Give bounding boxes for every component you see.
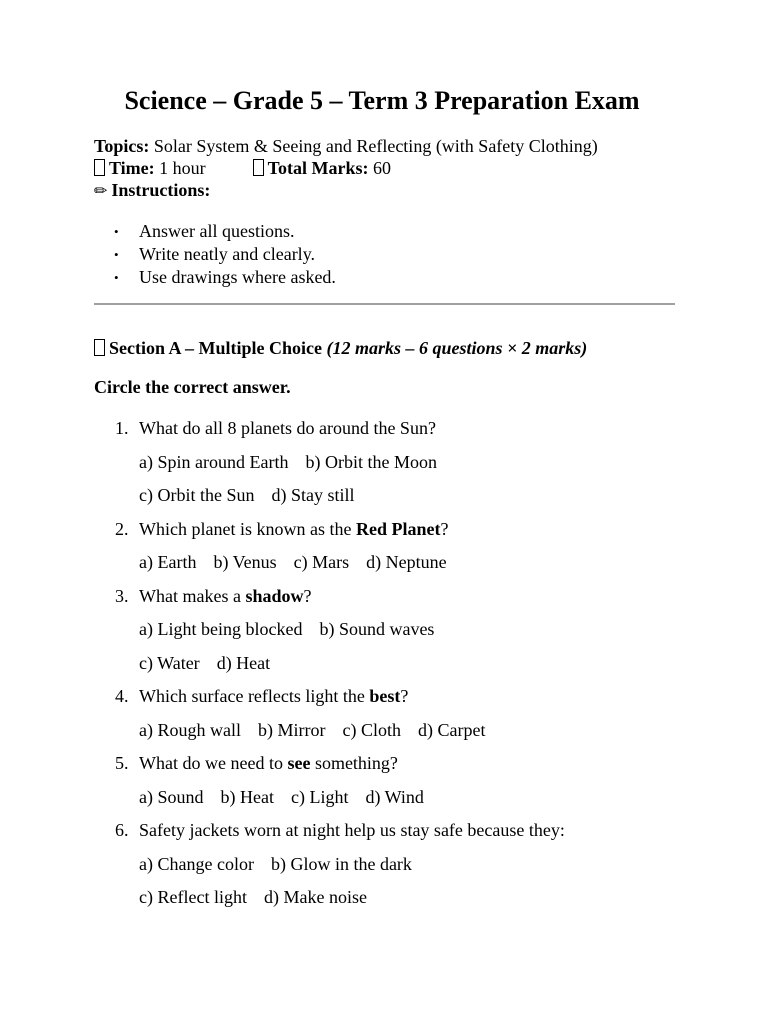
question-keyword: shadow [245, 585, 304, 606]
question-text: What do we need to [139, 753, 288, 773]
answer-option[interactable]: b) Glow in the dark [270, 853, 412, 874]
instructions-list [94, 220, 336, 289]
question-keyword: best [369, 686, 401, 706]
question-6 [94, 820, 565, 841]
time-value: 1 hour [159, 158, 206, 178]
question-text: Which surface reflects light the [139, 686, 370, 706]
instructions-label: Instructions: [111, 180, 211, 200]
section-a-title: Section A – Multiple Choice [109, 338, 322, 358]
question-1 [94, 418, 436, 439]
topics-line [94, 136, 598, 157]
answer-option[interactable]: d) Carpet [417, 719, 486, 740]
question-number: 4. [115, 686, 129, 706]
answer-option[interactable]: a) Sound [139, 786, 204, 807]
time-label: Time: [109, 158, 155, 178]
question-3 [94, 586, 311, 607]
answer-option[interactable]: c) Reflect light [139, 887, 247, 907]
question-text: Safety jackets worn at night help us stay safe because they: [139, 820, 565, 840]
answer-options-row [139, 452, 437, 473]
answer-option[interactable]: b) Heat [220, 786, 274, 807]
question-number: 1. [115, 418, 129, 438]
question-2 [94, 519, 448, 540]
answer-option[interactable]: a) Change color [139, 853, 254, 874]
question-number: 5. [115, 753, 129, 773]
answer-option[interactable]: b) Sound waves [319, 619, 435, 639]
answer-option[interactable]: a) Spin around Earth [139, 451, 289, 472]
question-text: What makes a [139, 585, 246, 606]
question-text: Which planet is known as the [139, 518, 356, 539]
total-marks-value: 60 [373, 158, 392, 178]
question-number: 2. [115, 518, 129, 539]
list-item: • Answer all questions. [94, 220, 336, 243]
answer-options-row [139, 485, 355, 506]
time-marks-line [94, 158, 391, 179]
question-4 [94, 686, 408, 707]
section-a-marks: (12 marks – 6 questions × 2 marks) [326, 338, 588, 358]
answer-option[interactable]: d) Neptune [366, 552, 447, 572]
topics-label: Topics: [94, 136, 150, 156]
answer-option[interactable]: a) Earth [139, 552, 197, 572]
answer-option[interactable]: c) Cloth [342, 719, 401, 740]
question-text-end: ? [400, 686, 409, 706]
answer-option[interactable]: a) Rough wall [139, 719, 241, 740]
answer-option[interactable]: c) Light [290, 786, 349, 807]
answer-options-row [139, 887, 367, 908]
topics-value: Solar System & Seeing and Reflecting (with Safety Clothing) [153, 136, 598, 156]
question-keyword: Red Planet [355, 518, 441, 539]
answer-option[interactable]: d) Make noise [263, 887, 367, 907]
question-text: What do all 8 planets do around the Sun? [139, 418, 436, 438]
clock-icon [94, 159, 105, 176]
answer-option[interactable]: a) Light being blocked [139, 619, 303, 639]
answer-options-row [139, 720, 485, 741]
answer-option[interactable]: d) Heat [216, 652, 271, 673]
pencil-icon: ✏ [94, 181, 108, 200]
answer-option[interactable]: c) Mars [293, 552, 350, 572]
question-number: 6. [115, 820, 129, 840]
answer-option[interactable]: d) Stay still [271, 485, 355, 505]
total-marks-label: Total Marks: [267, 158, 369, 178]
answer-options-row [139, 653, 270, 674]
section-a-heading [94, 338, 587, 359]
marks-icon [253, 159, 264, 176]
answer-options-row [139, 854, 412, 875]
answer-option[interactable]: b) Orbit the Moon [305, 451, 437, 472]
question-5 [94, 753, 398, 774]
question-text-end: ? [303, 585, 312, 606]
question-keyword: see [287, 753, 311, 773]
answer-option[interactable]: c) Water [139, 652, 200, 673]
divider [94, 303, 675, 305]
answer-option[interactable]: b) Venus [213, 552, 277, 572]
list-item: • Use drawings where asked. [94, 266, 336, 289]
answer-options-row [139, 619, 434, 640]
section-a-instruction: Circle the correct answer. [94, 377, 291, 397]
instructions-line [94, 180, 210, 201]
answer-options-row [139, 787, 424, 808]
question-text-end: something? [310, 753, 398, 773]
answer-option[interactable]: b) Mirror [257, 719, 326, 740]
question-text-end: ? [440, 518, 449, 539]
answer-option[interactable]: d) Wind [365, 786, 424, 807]
question-number: 3. [115, 585, 129, 606]
list-item: • Write neatly and clearly. [94, 243, 336, 266]
answer-options-row [139, 552, 447, 573]
page-title: Science – Grade 5 – Term 3 Preparation Exam [124, 86, 640, 115]
section-icon [94, 339, 105, 356]
answer-option[interactable]: c) Orbit the Sun [139, 485, 255, 505]
